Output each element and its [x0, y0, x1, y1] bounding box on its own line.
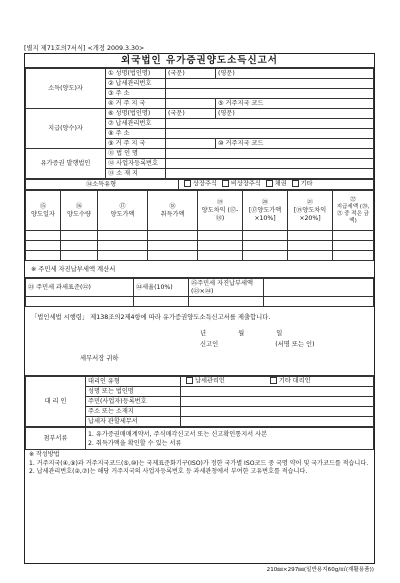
local-tax-rate-label: ㉔세율(10%)	[134, 279, 189, 297]
cell[interactable]	[333, 231, 374, 241]
seller-name-en[interactable]: (영문)	[216, 69, 374, 79]
col-no: ⑯	[75, 202, 83, 210]
col-no: ㉒	[350, 196, 356, 203]
revision-date: <개정 2009.3.30>	[87, 45, 145, 52]
payer-taxid-label: ⑦ 납세관리번호	[106, 119, 166, 129]
seller-address-field[interactable]	[166, 89, 374, 99]
payer-taxid-field[interactable]	[166, 119, 374, 129]
cell[interactable]	[198, 231, 243, 241]
local-tax-base-label: ㉓ 주민세 과세표준(㉒)	[26, 279, 134, 297]
local-tax-title: ※ 주민세 자진납부세액 계산서	[25, 261, 374, 278]
checkbox-listed[interactable]	[184, 180, 191, 187]
seller-address-label: ③ 주 소	[106, 89, 166, 99]
date-month: 월	[238, 330, 245, 337]
income-type-table	[25, 179, 374, 190]
attachments-label: 첨부서류	[26, 428, 86, 450]
notes-title: ※ 작성방법	[29, 451, 60, 458]
attachment-item: 2. 취득가액을 확인할 수 있는 서류	[88, 439, 182, 447]
option-unlisted-label: 비상장주식	[230, 180, 261, 188]
col-label: 양도수량	[67, 210, 91, 218]
signature-label: (서명 또는 인)	[275, 341, 315, 348]
col-label: [⑲양도차익 ×20%]	[293, 206, 327, 222]
cell[interactable]	[243, 241, 288, 251]
checkbox-bond[interactable]	[266, 180, 273, 187]
agent-regno-label: 주민(사업자)등록번호	[86, 397, 181, 407]
payer-country-field[interactable]	[166, 139, 216, 149]
cell[interactable]	[198, 241, 243, 251]
col-no: ㉑	[306, 198, 314, 206]
declaration	[25, 307, 374, 376]
issuer-name-label: ⑪ 법 인 명	[106, 149, 166, 159]
agent-regno-field[interactable]	[181, 397, 374, 407]
col-10pct	[243, 191, 288, 231]
agent-name-field[interactable]	[181, 387, 374, 397]
col-transfer-date	[26, 191, 61, 231]
agent-table	[25, 376, 374, 427]
checkbox-tax-manager[interactable]	[186, 377, 193, 384]
col-acquisition-price	[148, 191, 198, 231]
date-year: 년	[200, 330, 207, 337]
col-label: 지급세액 (⑳,㉑ 중 적은 금액)	[336, 203, 370, 224]
cell[interactable]	[288, 251, 333, 261]
agent-taxoffice-label: 납세자 관할세무서	[86, 417, 181, 427]
cell[interactable]	[98, 231, 148, 241]
local-tax-amount-label: ㉕주민세 자진납부세액 (㉓×㉔)	[189, 279, 264, 297]
payer-country-label: ⑨ 거 주 지 국	[106, 139, 166, 149]
issuer-bizno-label: ⑫ 사업자등록번호	[106, 159, 166, 169]
agent-label: 대 리 인	[26, 377, 86, 427]
cell[interactable]	[148, 231, 198, 241]
payer-address-label: ⑧ 주 소	[106, 129, 166, 139]
cell[interactable]	[61, 231, 98, 241]
cell[interactable]	[61, 251, 98, 261]
seller-country-code-label: ⑤ 거주지국 코드	[216, 99, 374, 109]
cell[interactable]	[333, 241, 374, 251]
local-tax-empty-field	[264, 297, 374, 307]
col-no: ⑳	[261, 198, 269, 206]
seller-country-label: ④ 거 주 지 국	[106, 99, 166, 109]
agent-type-options	[181, 377, 374, 387]
option-tax-manager-label: 납세관리인	[195, 377, 225, 385]
cell[interactable]	[243, 231, 288, 241]
seller-taxid-label: ② 납세관리번호	[106, 79, 166, 89]
payer-address-field[interactable]	[166, 129, 374, 139]
attachment-item: 1. 유가증권매매계약서, 주식매각신고서 또는 신고확인통지서 사본	[88, 430, 268, 438]
local-tax-empty	[264, 279, 374, 297]
col-transfer-price	[98, 191, 148, 231]
form-title: 외국법인 유가증권양도소득신고서	[25, 54, 374, 68]
col-no: ⑱	[169, 202, 176, 210]
payer-label: 지급(양수)자	[26, 109, 106, 149]
cell[interactable]	[26, 231, 61, 241]
col-20pct	[288, 191, 333, 231]
cell[interactable]	[148, 251, 198, 261]
checkbox-other-agent[interactable]	[270, 377, 277, 384]
note-item: 1. 거주지국(④,⑨)과 거주지국코드(⑤,⑩)는 국제표준화기구(ISO)가 정한 국가별 ISO코드 중 국명 약어 및 국가코드를 적습니다.	[29, 459, 369, 467]
seller-name-kr[interactable]: (국문)	[166, 69, 216, 79]
transaction-table	[25, 190, 374, 261]
seller-taxid-field[interactable]	[166, 79, 374, 89]
cell[interactable]	[288, 231, 333, 241]
form-header	[24, 43, 144, 52]
cell[interactable]	[98, 241, 148, 251]
checkbox-unlisted[interactable]	[222, 180, 229, 187]
option-other-label: 기타	[300, 180, 313, 188]
local-tax-amount-field[interactable]	[189, 297, 264, 307]
agent-taxoffice-field[interactable]	[181, 417, 374, 427]
issuer-name-field[interactable]	[166, 149, 374, 159]
col-label: 양도차익 (⑰-⑱)	[201, 206, 239, 222]
declaration-text: 「법인세법 시행령」 제138조의2제4항에 따라 유가증권양도소득신고서를 제출합니다.	[31, 314, 271, 321]
reporter-label: 신고인	[200, 341, 219, 348]
issuer-address-label: ⑬ 소 재 지	[106, 169, 166, 179]
agent-type-label: 대리인 유형	[86, 377, 181, 387]
option-bond-label: 채권	[274, 180, 287, 188]
cell[interactable]	[288, 241, 333, 251]
payer-name-label: ⑥ 성명(법인명)	[106, 109, 166, 119]
local-tax-base-field[interactable]	[26, 297, 134, 307]
col-no: ⑰	[119, 202, 126, 210]
income-type-label: ⑭소득유형	[26, 180, 179, 190]
col-gain	[198, 191, 243, 231]
col-transfer-qty	[61, 191, 98, 231]
col-label: 취득가액	[160, 210, 185, 218]
agent-name-label: 성명 또는 법인명	[86, 387, 181, 397]
issuer-address-field[interactable]	[166, 169, 374, 179]
local-tax-table	[25, 278, 374, 307]
income-type-options	[179, 180, 374, 190]
col-label: 양도가액	[110, 210, 135, 218]
seller-country-field[interactable]	[166, 99, 216, 109]
paper-spec: 210㎜×297㎜(일반용지60g/㎡(재활용품))	[266, 567, 374, 573]
cell[interactable]	[26, 251, 61, 261]
transaction-row	[26, 231, 374, 241]
option-listed-label: 상장주식	[193, 180, 217, 188]
col-no: ⑮	[39, 202, 47, 210]
cell[interactable]	[198, 251, 243, 261]
agent-address-field[interactable]	[181, 407, 374, 417]
col-label: [⑰양도가액 ×10%]	[248, 206, 282, 222]
seller-label: 소득(양도)자	[26, 69, 106, 109]
cell[interactable]	[243, 251, 288, 261]
notes	[25, 450, 374, 478]
note-item: 2. 납세관리번호(②,⑦)는 해당 거주지국의 사업자등록번호 등 과세관청에서 부여한 고유번호를 적습니다.	[29, 468, 308, 475]
cell[interactable]	[61, 241, 98, 251]
date-day: 일	[276, 330, 283, 337]
seller-name-label: ① 성명(법인명)	[106, 69, 166, 79]
payer-name-en[interactable]: (영문)	[216, 109, 374, 119]
checkbox-other[interactable]	[292, 180, 299, 187]
reporter-line	[200, 340, 315, 349]
local-tax-rate-field[interactable]	[134, 297, 189, 307]
attachments-table	[25, 427, 374, 450]
attachments-list	[86, 428, 374, 450]
cell[interactable]	[333, 251, 374, 261]
date-line	[200, 329, 282, 338]
payer-name-kr[interactable]: (국문)	[166, 109, 216, 119]
party-table	[25, 68, 374, 179]
tax-form	[24, 53, 375, 564]
col-no: ⑲	[216, 198, 224, 206]
form-number: [별지 제71호의7서식]	[24, 45, 86, 52]
cell[interactable]	[26, 241, 61, 251]
recipient: 세무서장 귀하	[80, 355, 119, 362]
cell[interactable]	[148, 241, 198, 251]
payer-country-code-label: ⑩ 거주지국 코드	[216, 139, 374, 149]
issuer-label: 유가증권 발행법인	[26, 149, 106, 179]
cell[interactable]	[98, 251, 148, 261]
transaction-row	[26, 241, 374, 251]
agent-address-label: 주소 또는 소재지	[86, 407, 181, 417]
col-label: 양도일자	[31, 210, 55, 218]
col-tax-paid	[333, 191, 374, 231]
transaction-row	[26, 251, 374, 261]
option-other-agent-label: 기타 대리인	[278, 377, 311, 385]
issuer-bizno-field[interactable]	[166, 159, 374, 169]
